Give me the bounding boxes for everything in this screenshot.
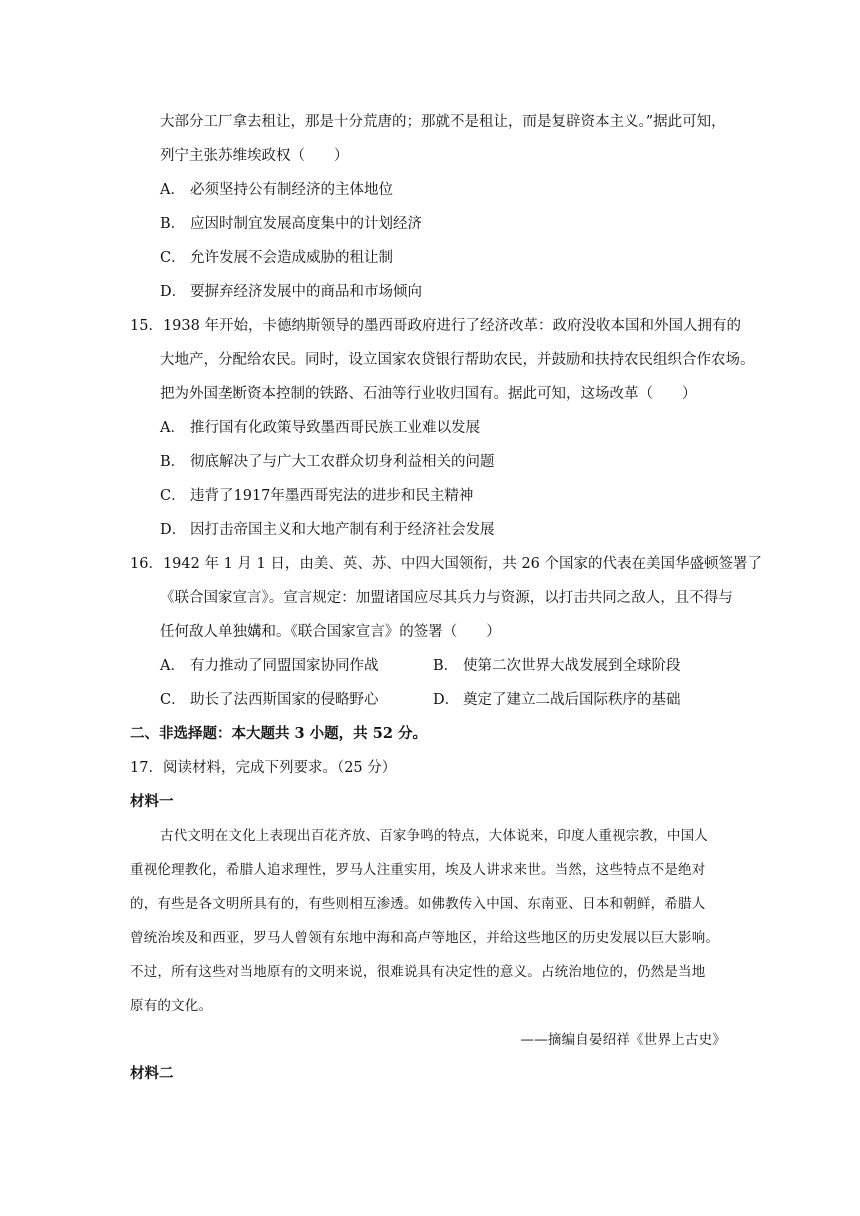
option-text: 使第二次世界大战发展到全球阶段 — [463, 658, 681, 674]
material-2-title: 材料二 — [130, 1065, 174, 1082]
q16-option-c — [160, 690, 379, 710]
option-text: 助长了法西斯国家的侵略野心 — [190, 692, 379, 708]
material-1-paragraph-line: 曾统治埃及和西亚，罗马人曾领有东地中海和高卢等地区，并给这些地区的历史发展以巨大影响。 — [130, 930, 720, 946]
q16-option-b — [433, 656, 681, 676]
option-letter: D． — [160, 522, 187, 538]
material-1-title: 材料一 — [130, 793, 174, 810]
q16-option-d — [433, 690, 681, 710]
q15-option-d — [160, 520, 495, 540]
option-letter: A． — [160, 182, 185, 198]
option-text: 推行国有化政策导致墨西哥民族工业难以发展 — [190, 420, 480, 436]
material-1-paragraph-line: 古代文明在文化上表现出百花齐放、百家争鸣的特点，大体说来，印度人重视宗教，中国人 — [160, 828, 708, 844]
option-text: 奠定了建立二战后国际秩序的基础 — [463, 692, 681, 708]
option-text: 因打击帝国主义和大地产制有利于经济社会发展 — [190, 522, 495, 538]
q16-stem-line-2: 《联合国家宣言》。宣言规定：加盟诸国应尽其兵力与资源，以打击共同之敌人，且不得与 — [160, 590, 733, 606]
q16-option-a — [160, 656, 379, 676]
material-1-paragraph-line: 原有的文化。 — [130, 998, 213, 1014]
material-1-paragraph-line: 重视伦理教化，希腊人追求理性，罗马人注重实用，埃及人讲求来世。当然，这些特点不是绝对 — [130, 862, 706, 878]
option-letter: C． — [160, 488, 186, 504]
q15-option-c — [160, 486, 473, 506]
q15-number: 15． — [130, 318, 163, 334]
option-letter: B． — [160, 216, 186, 232]
material-1-paragraph-line: 不过，所有这些对当地原有的文明来说，很难说具有决定性的意义。占统治地位的，仍然是当地 — [130, 964, 706, 980]
q14-option-c — [160, 248, 393, 268]
q15-stem-line-3: 把为外国垄断资本控制的铁路、石油等行业收归国有。据此可知，这场改革（ ） — [160, 386, 697, 402]
option-letter: B． — [160, 454, 186, 470]
material-1-paragraph-line: 的，有些是各文明所具有的，有些则相互渗透。如佛教传入中国、东南亚、日本和朝鲜，希腊人 — [130, 896, 706, 912]
material-1-source: ——摘编自晏绍祥《世界上古史》 — [520, 1032, 726, 1048]
q15-stem-text-1: 1938 年开始，卡德纳斯领导的墨西哥政府进行了经济改革：政府没收本国和外国人拥有的 — [162, 318, 741, 334]
q15-stem-line-1 — [130, 316, 741, 336]
option-letter: D． — [433, 692, 460, 708]
q14-option-b — [160, 214, 422, 234]
section-heading: 二、非选择题：本大题共 3 小题，共 52 分。 — [130, 725, 427, 742]
q17-prompt: 17．阅读材料，完成下列要求。（25 分） — [130, 760, 397, 776]
option-text: 必须坚持公有制经济的主体地位 — [190, 182, 393, 198]
q16-stem-line-1 — [130, 554, 762, 574]
option-letter: A． — [160, 420, 185, 436]
q15-option-b — [160, 452, 495, 472]
option-text: 允许发展不会造成威胁的租让制 — [190, 250, 393, 266]
q14-stem-line-2: 列宁主张苏维埃政权（ ） — [160, 148, 349, 164]
option-text: 有力推动了同盟国家协同作战 — [190, 658, 379, 674]
option-letter: D． — [160, 284, 187, 300]
q16-stem-text-1: 1942 年 1 月 1 日，由美、英、苏、中四大国领衔，共 26 个国家的代表在美国华盛顿签署了 — [162, 556, 763, 572]
option-text: 彻底解决了与广大工农群众切身利益相关的问题 — [190, 454, 495, 470]
option-letter: B． — [433, 658, 459, 674]
q15-stem-line-2: 大地产，分配给农民。同时，设立国家农贷银行帮助农民，并鼓励和扶持农民组织合作农场。 — [160, 352, 755, 368]
option-text: 要摒弃经济发展中的商品和市场倾向 — [190, 284, 422, 300]
q14-stem-line-1: 大部分工厂拿去租让，那是十分荒唐的；那就不是租让，而是复辟资本主义。”据此可知， — [160, 114, 726, 130]
option-text: 应因时制宜发展高度集中的计划经济 — [190, 216, 422, 232]
option-letter: C． — [160, 692, 186, 708]
q16-stem-line-3: 任何敌人单独媾和。《联合国家宣言》的签署（ ） — [160, 624, 501, 640]
q16-number: 16． — [130, 556, 163, 572]
q15-option-a — [160, 418, 480, 438]
option-letter: A． — [160, 658, 185, 674]
q14-option-d — [160, 282, 422, 302]
q14-option-a — [160, 180, 393, 200]
option-text: 违背了1917年墨西哥宪法的进步和民主精神 — [190, 488, 474, 504]
option-letter: C． — [160, 250, 186, 266]
